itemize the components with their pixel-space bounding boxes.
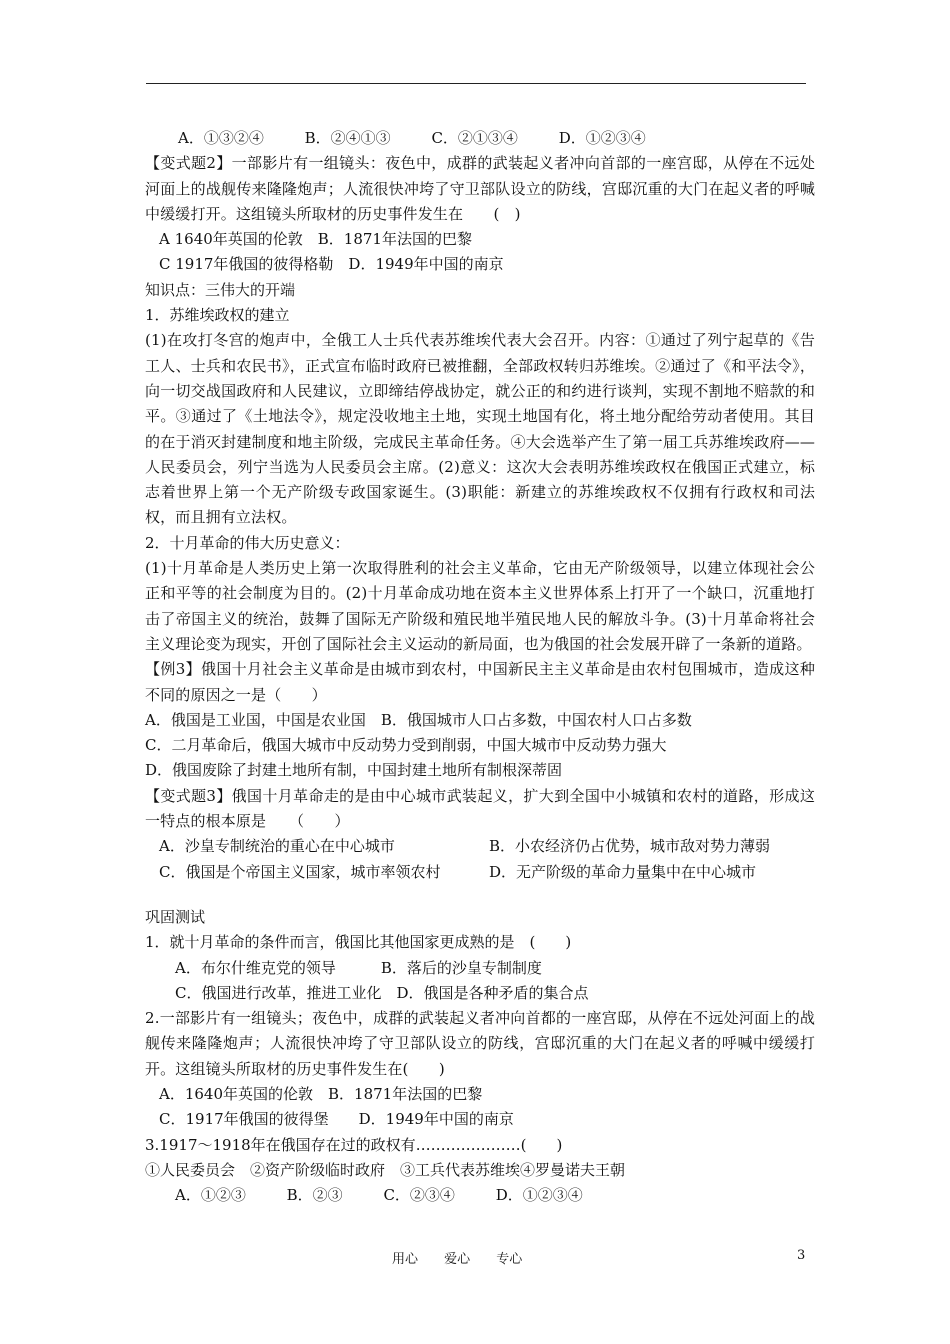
test-q1: 1．就十月革命的条件而言，俄国比其他国家更成熟的是 ( ) (145, 933, 572, 952)
test-q1-options-row2: C．俄国进行改革，推进工业化 D．俄国是各种矛盾的集合点 (175, 983, 589, 1002)
test-q3-items: ①人民委员会 ②资产阶级临时政府 ③工兵代表苏维埃④罗曼诺夫王朝 (145, 1160, 626, 1179)
example3-question: 【例3】俄国十月社会主义革命是由城市到农村，中国新民主主义革命是由农村包围城市，造成这种不同的原因之一是（ ） (145, 660, 815, 704)
q3-option-a: A．①②③ (175, 1186, 246, 1205)
example3-option-ab: A．俄国是工业国，中国是农业国 B．俄国城市人口占多数，中国农村人口占多数 (145, 710, 692, 729)
variant3-option-d: D．无产阶级的革命力量集中在中心城市 (489, 862, 757, 881)
q3-option-d: D．①②③④ (495, 1186, 583, 1205)
q3-option-b: B．②③ (286, 1186, 343, 1205)
test-q3-options-row (145, 1183, 815, 1208)
variant3-option-b: B．小农经济仍占优势，城市敌对势力薄弱 (489, 837, 771, 856)
option-d: D．①②③④ (558, 129, 646, 147)
variant2-question: 【变式题2】一部影片有一组镜头：夜色中，成群的武装起义者冲向首部的一座宫邸，从停在不远处河面上的战舰传来隆隆炮声；人流很快冲垮了守卫部队设立的防线，宫邸沉重的大门在起义者的呼喊中缓缓打开。这组镜头所取材的历史事件发生在 ( ) (145, 154, 815, 223)
section2-text: (1)十月革命是人类历史上第一次取得胜利的社会主义革命，它由无产阶级领导，以建立体现社会公正和平等的社会制度为目的。(2)十月革命成功地在资本主义世界体系上打开了一个缺口，沉重地打击了帝国主义的统治，鼓舞了国际无产阶级和殖民地半殖民地人民的解放斗争。(3)十月革命将社会主义理论变为现实，开创了国际社会主义运动的新局面，也为俄国的社会发展开辟了一条新的道路。 (145, 559, 815, 653)
section1-title: 1．苏维埃政权的建立 (145, 306, 290, 325)
variant2-options-row1: A 1640年英国的伦敦 B．1871年法国的巴黎 (159, 230, 472, 249)
variant3-option-a: A．沙皇专制统治的重心在中心城市 (159, 837, 395, 856)
variant3-question: 【变式题3】俄国十月革命走的是由中心城市武装起义，扩大到全国中小城镇和农村的道路，形成这一特点的根本原是 （ ） (145, 786, 815, 831)
section2-title: 2．十月革命的伟大历史意义： (145, 533, 350, 552)
variant3-options-row2 (145, 860, 815, 885)
example3-option-c: C．二月革命后，俄国大城市中反动势力受到削弱，中国大城市中反动势力强大 (145, 736, 667, 755)
test-q2-options-row2: C．1917年俄国的彼得堡 D．1949年中国的南京 (159, 1110, 514, 1129)
option-a: A．①③②④ (178, 129, 264, 147)
top-options-row (145, 126, 815, 151)
variant2-options-row2: C 1917年俄国的彼得格勒 D．1949年中国的南京 (159, 255, 504, 274)
test-q2: 2.一部影片有一组镜头；夜色中，成群的武装起义者冲向首都的一座宫邸，从停在不远处河面上的战舰传来隆隆炮声；人流很快冲垮了守卫部队设立的防线，宫邸沉重的大门在起义者的呼喊中缓缓打开。这组镜头所取材的历史事件发生在( ) (145, 1009, 815, 1078)
test-q3: 3.1917～1918年在俄国存在过的政权有…………………( ) (145, 1135, 563, 1154)
footer-motto: 用心 爱心 专心 (392, 1252, 523, 1267)
page-body (145, 126, 815, 1208)
option-b: B．②④①③ (304, 129, 391, 147)
section-gap (145, 885, 815, 905)
test-heading: 巩固测试 (145, 907, 206, 926)
test-q2-options-row1: A．1640年英国的伦敦 B．1871年法国的巴黎 (159, 1084, 483, 1103)
variant3-options-row1 (145, 834, 815, 859)
option-c: C．②①③④ (431, 129, 518, 147)
knowledge-heading: 知识点：三伟大的开端 (145, 280, 296, 299)
variant3-option-c: C．俄国是个帝国主义国家，城市率领农村 (159, 862, 441, 881)
q3-option-c: C．②③④ (383, 1186, 455, 1205)
test-q1-options-row1: A．布尔什维克党的领导 B．落后的沙皇专制制度 (175, 958, 542, 977)
page-number: 3 (797, 1248, 806, 1263)
section1-text: (1)在攻打冬宫的炮声中，全俄工人士兵代表苏维埃代表大会召开。内容：①通过了列宁起草的《告工人、士兵和农民书》，正式宣布临时政府已被推翻，全部政权转归苏维埃。②通过了《和平法令》，向一切交战国政府和人民建议，立即缔结停战协定，就公正的和约进行谈判，实现不割地不赔款的和平。③通过了《土地法令》，规定没收地主土地，实现土地国有化，将土地分配给劳动者使用。其目的在于消灭封建制度和地主阶级，完成民主革命任务。④大会选举产生了第一届工兵苏维埃政府——人民委员会，列宁当选为人民委员会主席。(2)意义：这次大会表明苏维埃政权在俄国正式建立，标志着世界上第一个无产阶级专政国家诞生。(3)职能：新建立的苏维埃政权不仅拥有行政权和司法权，而且拥有立法权。 (145, 331, 815, 527)
example3-option-d: D．俄国废除了封建土地所有制，中国封建土地所有制根深蒂固 (145, 761, 563, 780)
header-rule (146, 83, 806, 84)
